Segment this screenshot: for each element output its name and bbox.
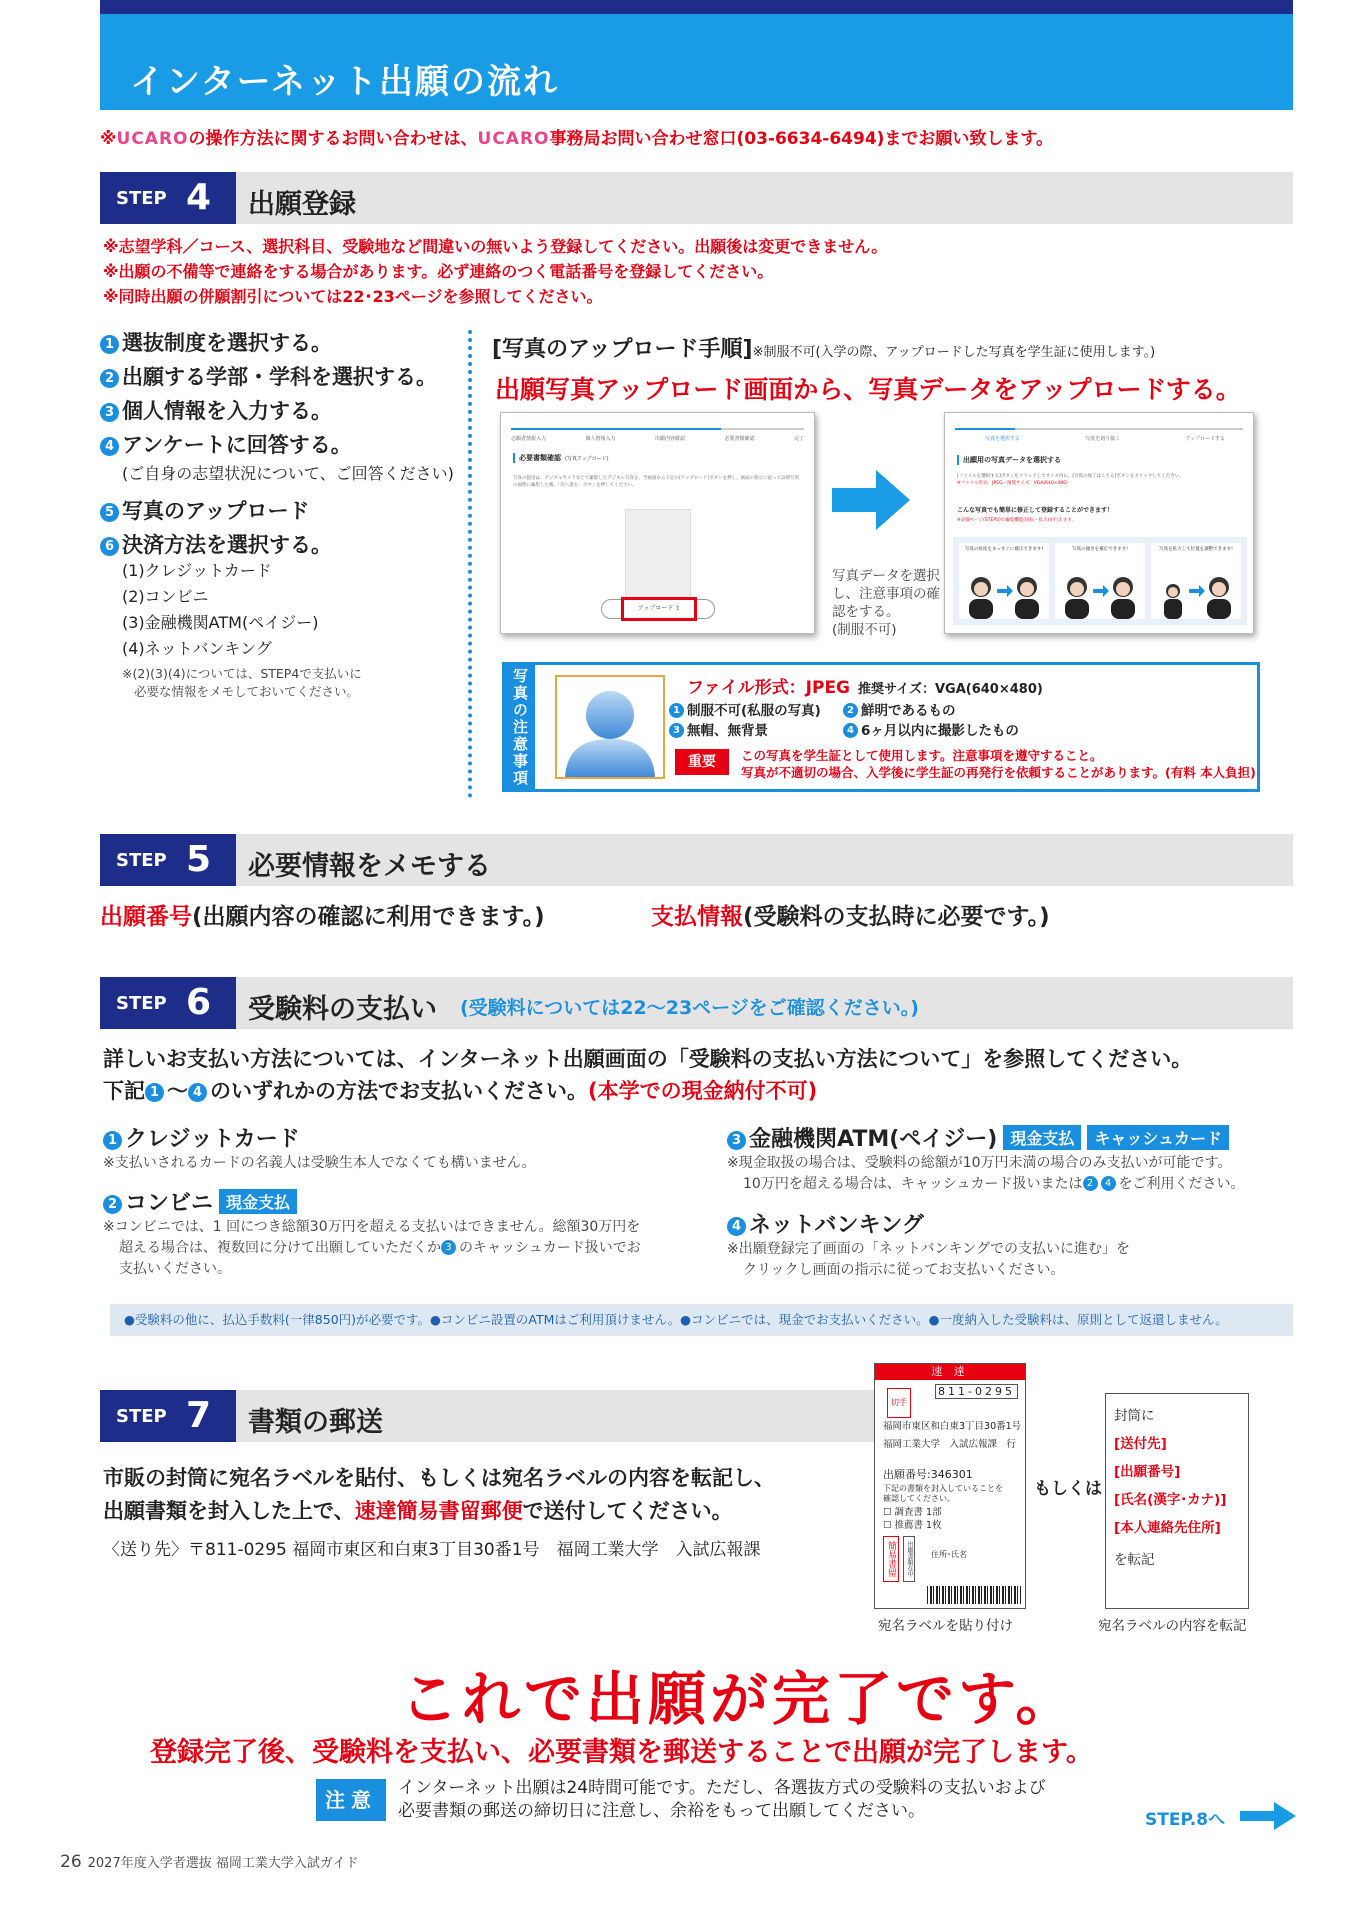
line2-red: 速達簡易書留郵便 [354,1499,523,1523]
label-name: 住所･氏名 [931,1550,967,1559]
num-badge: 2 [843,703,858,718]
footer-text: 2027年度入学者選抜 福岡工業大学入試ガイド [87,1856,359,1871]
condition-text: 6ヶ月以内に撮影したもの [861,723,1019,739]
pay-atm-title [727,1122,1245,1153]
sample-card-text: 写真の傾きを補正できます! [1072,547,1128,552]
caption-line: し、注意事項の確 [832,586,940,602]
sample-area [953,537,1247,625]
condition-text: 制服不可(私服の写真) [687,703,821,719]
method-item: (4)ネットバンキング [122,639,272,658]
next-step-text: STEP.8へ [1145,1810,1226,1830]
label-addr: 福岡市東区和白東3丁目30番1号 [883,1421,1022,1432]
file-format-text: ファイル形式：JPEG [687,678,851,698]
num-badge: 3 [441,1240,456,1255]
step7-label: STEP [116,1406,167,1427]
note-line: 必要書類の郵送の締切日に注意し、余裕をもって出願してください。 [398,1801,925,1821]
screen2-steps [985,435,1225,442]
transcribe-box [1105,1393,1249,1609]
step6-intro [103,1043,1192,1107]
list-item-text: 決済方法を選択する。 [122,533,332,557]
cash-tag: 現金支払 [219,1189,297,1214]
line2-text: で送付してください。 [522,1499,733,1523]
enc-line: 確認してください。 [883,1494,955,1503]
contact-note [100,124,1053,149]
contact-mid: の操作方法に関するお問い合わせは、 [188,129,478,149]
list-item [100,360,454,394]
transcribe-line: [本人連絡先住所] [1114,1520,1221,1536]
step6-badge [100,977,236,1029]
arrow-right-icon [1240,1802,1296,1830]
memo-rest: (出願内容の確認に利用できます。) [192,904,545,930]
condition-4 [843,719,1019,739]
pay-conv-title [103,1186,641,1217]
note-line: インターネット出願は24時間可能です。ただし、各選抜方式の受験料の支払いおよび [398,1778,1046,1798]
person-silhouette-icon [557,677,663,777]
important-badge: 重要 [675,749,729,775]
num-badge: 1 [669,703,684,718]
method-item: (1)クレジットカード [122,561,272,580]
note-text: 超える場合は、複数回に分けて出願していただくか [119,1240,441,1256]
photo-caution-box [502,662,1260,792]
transcribe-line: を転記 [1114,1552,1155,1568]
list-item [100,326,454,360]
note-text: 10万円を超える場合は、キャッシュカード扱いまたは [743,1176,1083,1192]
caption-line: (制服不可) [832,622,897,638]
list-item-text: 写真のアップロード [122,499,310,523]
step4-num: 4 [186,177,212,218]
condition-1 [669,699,821,719]
screen2-desc-red: ※ファイル形式：JPEG／推奨サイズ：VGA(640×480) [957,481,1068,486]
important-line: 写真が不適切の場合、入学後に学生証の再発行を依頼することがあります。(有料 本人負担) [741,765,1256,780]
step4-badge [100,172,236,224]
num-badge: 4 [100,437,119,456]
step4-label: STEP [116,188,167,209]
note-line [727,1174,1245,1195]
num-badge: 3 [669,723,684,738]
list-item [100,528,454,562]
num-badge: 1 [145,1083,164,1102]
pay-net [727,1208,1130,1281]
num-badge: 6 [100,537,119,556]
list-item-text: アンケートに回答する。 [122,433,352,457]
pay-conv [103,1186,641,1280]
label-doc1: ☐ 調査書 1部 [883,1507,942,1518]
top-bar [100,0,1293,14]
ucaro-logo: UCARO [116,129,189,149]
method-item: (2)コンビニ [122,587,209,606]
method-note-line: 必要な情報をメモしておいてください。 [134,684,360,699]
ucaro-logo-2: UCARO [477,129,550,149]
step6-num: 6 [186,982,212,1023]
photo-heading [492,332,1155,363]
condition-3 [669,719,768,739]
num-badge: 2 [1083,1176,1098,1191]
list-item-text: 個人情報を入力する。 [122,399,332,423]
note-text [398,1777,1046,1823]
step7-title: 書類の郵送 [248,1407,383,1438]
pay-atm-note [727,1153,1245,1195]
label-registered: 簡易書留 [883,1536,899,1582]
screen-step: 出願内容確認 [654,436,685,442]
step6-line2 [103,1075,1192,1107]
label-caption-paste: 宛名ラベルを貼り付け [878,1618,1013,1634]
contact-suffix: 事務局お問い合わせ窓口(03-6634-6494)までお願い致します。 [549,129,1054,149]
photo-side-caption [832,567,940,639]
photo-lead: 出願写真アップロード画面から、写真データをアップロードする。 [495,375,1241,404]
screen1-steps [511,435,804,442]
note-line: 支払いください。 [119,1261,231,1277]
sample-card-text: 写真の角度をまっすぐに補正できます! [964,547,1044,552]
note-text: をご利用ください。 [1118,1176,1245,1192]
avatar-icon [555,675,665,779]
label-inner: 出願書類在中 [903,1536,915,1582]
line2-text: 〜 [167,1079,188,1103]
memo-red: 支払情報 [651,904,743,930]
step6-subtitle: (受験料については22〜23ページをご確認ください。) [460,997,919,1019]
num-badge: 1 [100,335,119,354]
note-line: ※コンビニでは、1 回につき総額30万円を超える支払いはできません。総額30万円を [103,1219,641,1235]
progress-fill [511,428,721,430]
label-dest: 福岡工業大学 入試広報課 行 [883,1439,1017,1450]
line2-text: 下記 [103,1079,145,1103]
transcribe-line: [氏名(漢字･カナ)] [1114,1492,1227,1508]
memo-rest: (受験料の支払時に必要です。) [743,904,1050,930]
pay-conv-note [103,1217,641,1280]
pay-title-text: ネットバンキング [749,1213,924,1238]
line2-red: (本学での現金納付不可) [588,1079,818,1103]
num-badge: 2 [100,369,119,388]
num-badge: 4 [727,1217,746,1236]
pay-credit-title [103,1122,536,1153]
num-badge: 4 [843,723,858,738]
address-label [874,1363,1026,1609]
step7-line1: 市販の封筒に宛名ラベルを貼付、もしくは宛名ラベルの内容を転記し、 [103,1466,775,1490]
step4-note: ※同時出願の併願割引については22･23ページを参照してください。 [103,287,603,306]
screen1-title [513,453,609,463]
step6-line1: 詳しいお支払い方法については、インターネット出願画面の「受験料の支払い方法について」を参照してください。 [103,1047,1193,1071]
pay-credit-note: ※支払いされるカードの名義人は受験生本人でなくても構いません。 [103,1155,536,1171]
enc-line: 下記の書類を封入していることを [883,1484,1003,1493]
num-badge: 5 [100,503,119,522]
header-banner [100,14,1293,110]
step4-list [100,326,454,562]
note-text: のキャッシュカード扱いでお [459,1240,641,1256]
memo-payment-info [651,898,1050,931]
screen1-desc: 写真の提出は、デジタルカメラなどで撮影したデジタル写真を、当画面から下記の[アップロード]ボタンを押し、画面の指示に従って証明写真の画像に編集した後、「次へ進む」ボタンを押してください。 [513,476,800,488]
contact-prefix: ※ [100,129,117,149]
screen2-desc-text: [ファイルを選択する]ボタンをクリックしてサイズ内に、[写真の加工はこちら]ボタンをクリックしてください。 [957,474,1184,479]
step5-label: STEP [116,850,167,871]
caption-line: 認をする。 [832,604,900,620]
note-line: クリックし画面の指示に従ってお支払いください。 [743,1262,1065,1278]
step4-title: 出願登録 [248,189,356,220]
step4-notes [103,234,887,309]
completion-sub: 登録完了後、受験料を支払い、必要書類を郵送することで出願が完了します。 [150,1737,1093,1768]
step5-header [100,834,1293,886]
screen2-desc [957,473,1247,487]
screen1-sub: (写真アップロード) [565,456,609,462]
page-title: インターネット出願の流れ [130,62,559,102]
barcode [927,1586,1021,1604]
step7-text [103,1462,775,1528]
upload-screen-2 [944,412,1254,634]
list-item [100,394,454,428]
note-line: ※現金取扱の場合は、受験料の総額が10万円未満の場合のみ支払いが可能です。 [727,1155,1232,1171]
step5-title: 必要情報をメモする [248,851,491,882]
step7-badge [100,1390,236,1442]
list-item [100,494,454,528]
pay-atm [727,1122,1245,1195]
page-number: 26 [60,1852,82,1872]
num-badge: 1 [103,1131,122,1150]
num-badge: 3 [727,1131,746,1150]
screen2-title: 出願用の写真データを選択する [957,455,1061,465]
step4-note: ※出願の不備等で連絡をする場合があります。必ず連絡のつく電話番号を登録してください。 [103,262,774,281]
num-badge: 4 [188,1083,207,1102]
caption-line: 写真データを選択 [832,568,940,584]
payment-methods [122,558,318,662]
method-note [122,665,362,701]
photo-heading-text: [写真のアップロード手順] [492,337,753,362]
line2-text: のいずれかの方法でお支払いください。 [210,1079,588,1103]
step7-line2 [103,1495,775,1528]
note-line [103,1238,641,1259]
photo-heading-note: ※制服不可(入学の際、アップロードした写真を学生証に使用します。) [752,345,1156,360]
transcribe-line: [出願番号] [1114,1464,1181,1480]
screen1-title-text: 必要書類確認 [519,454,561,462]
label-caption-transcribe: 宛名ラベルの内容を転記 [1098,1618,1247,1634]
num-badge: 3 [100,403,119,422]
fee-info-bar: ●受験料の他に、払込手数料(一律850円)が必要です。●コンビニ設置のATMはご利用頂けません。●コンビニでは、現金でお支払いください。●一度納入した受験料は、原則として返還しません。 [110,1304,1293,1336]
method-item: (3)金融機関ATM(ペイジー) [122,613,319,632]
screen-step: 個人情報入力 [585,436,616,442]
screen-step: 写真を選択する [985,436,1021,442]
pay-net-title [727,1208,1130,1239]
step5-badge [100,834,236,886]
sample-faces-icon [959,565,1247,619]
mailing-address: 〈送り先〉〒811-0295 福岡市東区和白東3丁目30番1号 福岡工業大学 入試広報課 [103,1540,761,1560]
cash-tag: 現金支払 [1003,1125,1081,1150]
cashcard-tag: キャッシュカード [1087,1125,1229,1150]
step5-num: 5 [186,839,212,880]
step6-title: 受験料の支払い [248,994,437,1025]
step4-note: ※志望学科／コース、選択科目、受験地など間違いの無いよう登録してください。出願後は変更できません。 [103,237,888,256]
file-format [687,673,1043,698]
important-text [741,747,1256,781]
photo-placeholder [625,509,691,605]
list-item-text: 選抜制度を選択する。 [122,331,332,355]
stamp-box: 切手 [887,1388,911,1418]
list-item-sub: (ご自身の志望状況について、ご回答ください) [122,464,454,483]
screen2-tip: こんな写真でも簡単に修正して登録することができます！ [957,507,1114,514]
arrow-right-icon [832,470,910,530]
pay-credit [103,1122,536,1174]
upload-screen-1 [500,412,815,634]
pay-net-note [727,1239,1130,1281]
condition-text: 無帽、無背景 [687,723,768,739]
label-doc2: ☐ 推薦書 1枚 [883,1520,942,1531]
note-badge: 注意 [316,1779,386,1821]
upload-button[interactable]: アップロード ⇪ [621,597,697,621]
progress-fill [955,428,1015,430]
caution-side-label: 写真の注意事項 [505,665,535,789]
next-step-link[interactable] [1145,1805,1225,1830]
note-line: ※出願登録完了画面の「ネットバンキングでの支払いに進む」を [727,1241,1131,1257]
screen-step: 志願者情報入力 [511,436,547,442]
method-note-line: ※(2)(3)(4)については、STEP4で支払いに [122,666,362,681]
screen-step: 必要書類確認 [724,436,755,442]
screen-step: 完了 [793,436,804,442]
sample-card-text: 写真を拡大して位置を調整できます! [1159,547,1233,552]
pay-title-text: コンビニ [125,1191,214,1216]
label-app-no: 出願番号:346301 [883,1468,973,1481]
num-badge: 4 [1101,1176,1116,1191]
line2-text: 出願書類を封入した上で、 [103,1499,355,1523]
recommended-size: 推奨サイズ：VGA(640×480) [858,682,1043,697]
important-line: この写真を学生証として使用します。注意事項を遵守すること。 [741,748,1103,763]
or-label: もしくは [1034,1479,1102,1499]
condition-2 [843,699,956,719]
list-item-text: 出願する学部・学科を選択する。 [122,365,437,389]
memo-red: 出願番号 [100,904,192,930]
screen-step: 写真を切り抜く [1085,436,1121,442]
label-zip: 811-0295 [935,1384,1018,1399]
step6-label: STEP [116,993,167,1014]
label-enc [883,1484,1003,1504]
dotted-divider [468,330,472,798]
label-express: 速 達 [875,1364,1025,1380]
memo-application-number [100,898,545,931]
screen-step: アップロードする [1185,436,1225,442]
pay-title-text: 金融機関ATM(ペイジー) [749,1127,998,1152]
screen2-tip-red: ※詳細ページ(STEP5)で編集機能(回転・拡大)が行えます。 [957,518,1076,523]
list-item [100,428,454,462]
transcribe-line: 封筒に [1114,1408,1155,1424]
num-badge: 2 [103,1195,122,1214]
step4-header [100,172,1293,224]
transcribe-line: [送付先] [1114,1436,1167,1452]
condition-text: 鮮明であるもの [861,703,956,719]
step7-num: 7 [186,1395,212,1436]
pay-title-text: クレジットカード [125,1127,300,1152]
step6-header [100,977,1293,1029]
completion-title: これで出願が完了です。 [400,1665,1078,1733]
footer [60,1852,358,1872]
